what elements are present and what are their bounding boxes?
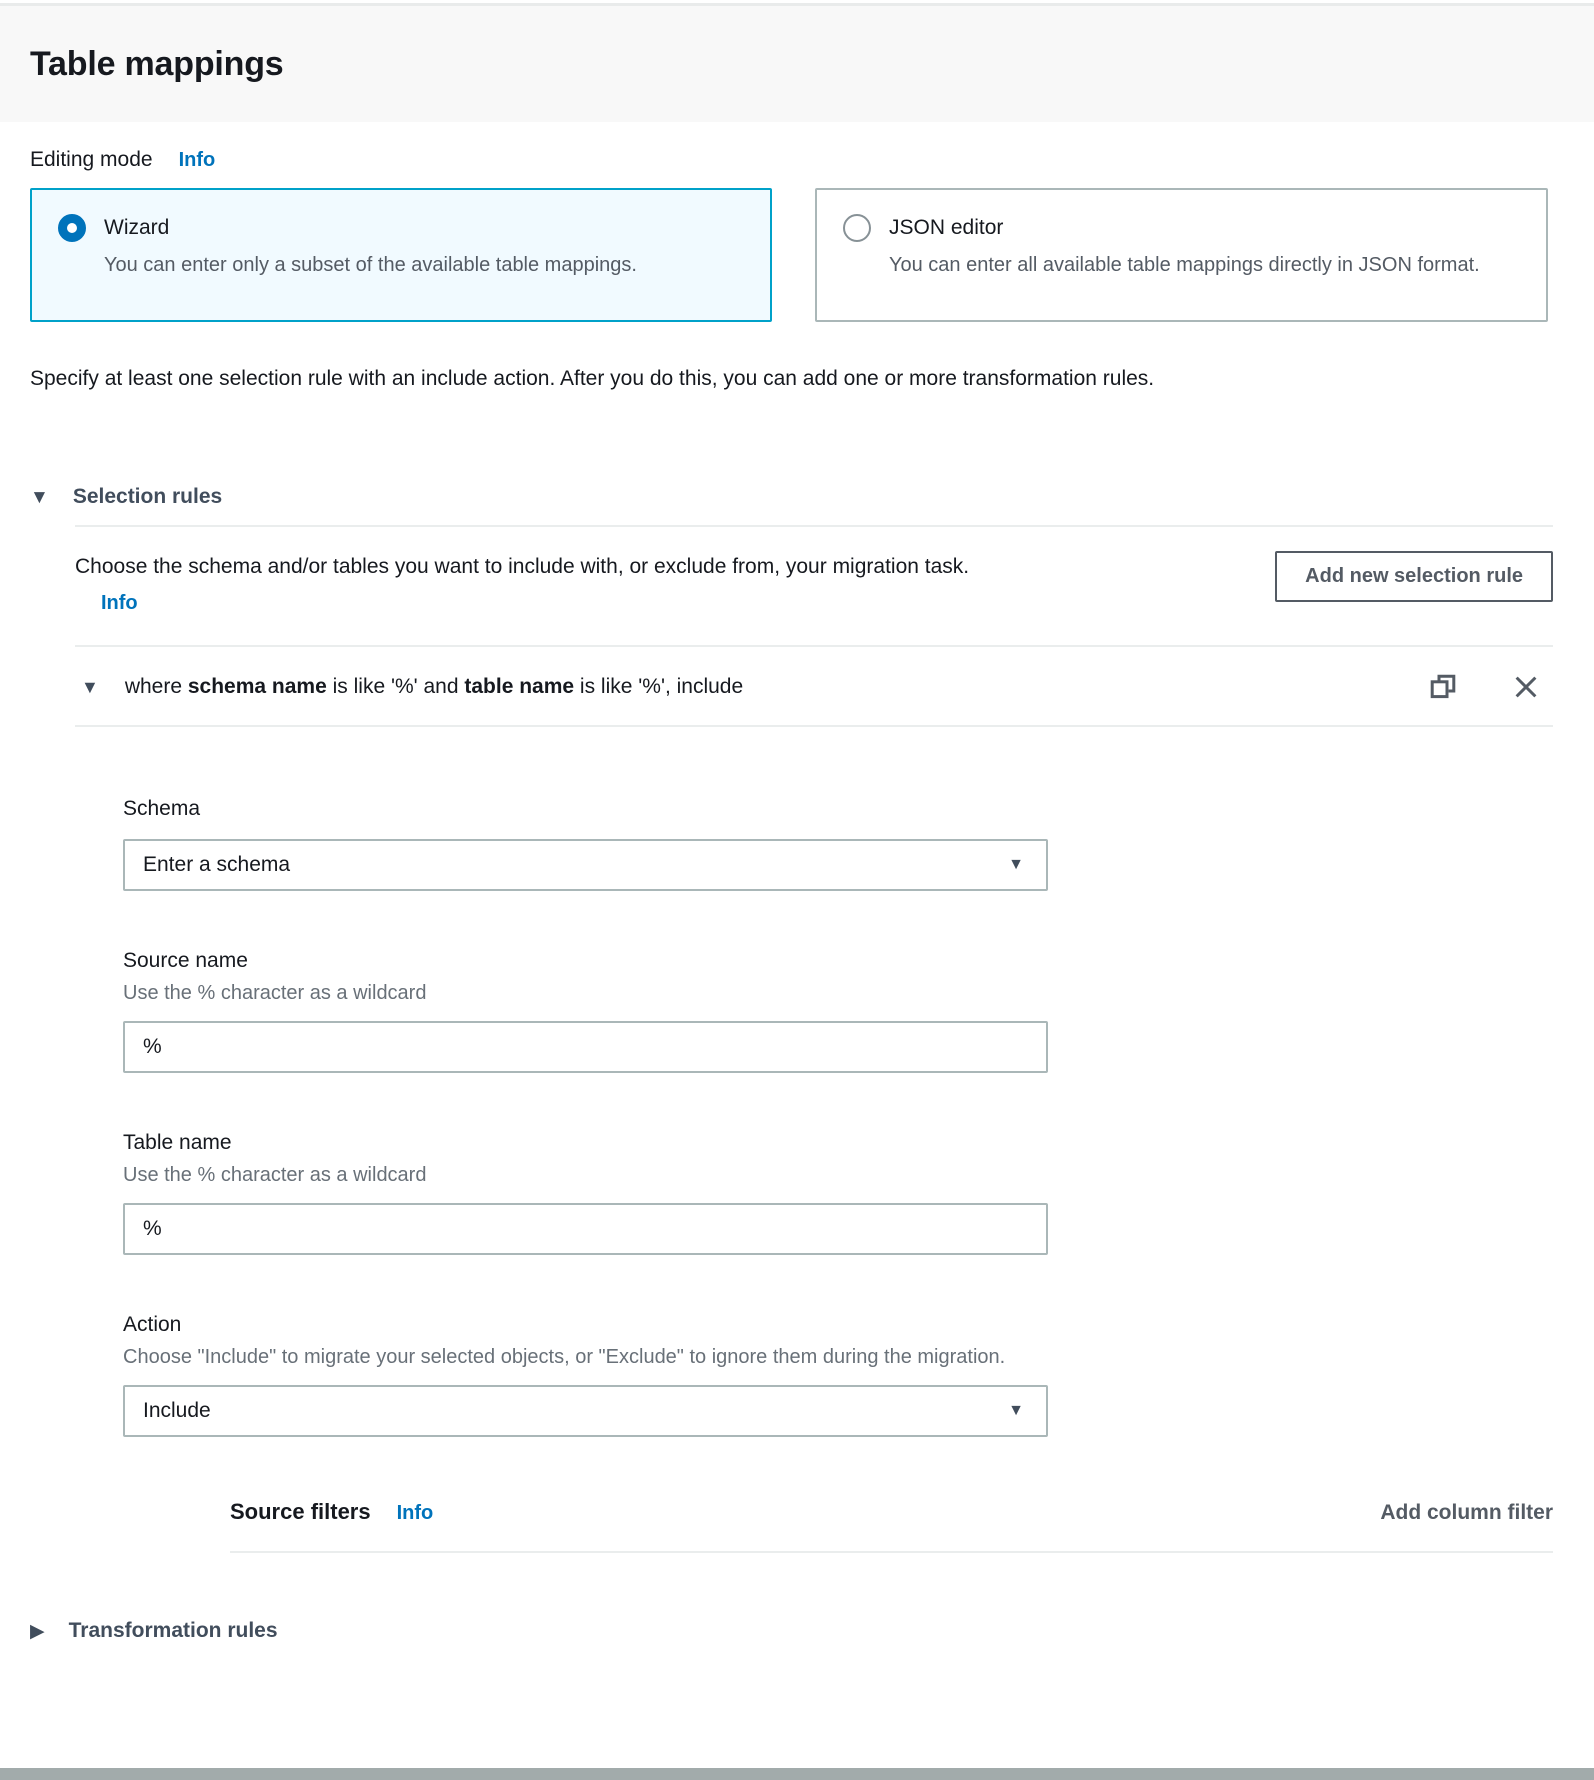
- json-editor-tile[interactable]: [815, 188, 1548, 322]
- json-editor-tile-top: [843, 214, 1520, 242]
- rule-actions: [1427, 671, 1553, 703]
- rule-header-row: [75, 647, 1553, 725]
- action-hint: Choose "Include" to migrate your selected objects, or "Exclude" to ignore them during the migration.: [123, 1346, 1006, 1368]
- caret-down-icon[interactable]: ▼: [81, 677, 99, 697]
- source-name-input[interactable]: [123, 1021, 1048, 1073]
- selection-rules-header[interactable]: [30, 485, 1553, 509]
- dropdown-caret-icon: ▼: [1008, 1402, 1024, 1419]
- wizard-tile-description: You can enter only a subset of the available table mappings.: [104, 254, 637, 276]
- selection-rules-description: [75, 549, 1000, 621]
- source-name-hint: Use the % character as a wildcard: [123, 982, 427, 1004]
- table-name-label: Table name: [123, 1131, 232, 1154]
- copy-rule-button[interactable]: [1427, 671, 1459, 703]
- transformation-rules-header[interactable]: [30, 1619, 1553, 1643]
- add-selection-rule-button[interactable]: Add new selection rule: [1275, 551, 1553, 602]
- source-name-label: Source name: [123, 949, 248, 972]
- selection-rules-info-link[interactable]: Info: [101, 592, 138, 614]
- schema-select-value: Enter a schema: [143, 853, 291, 876]
- divider: [75, 525, 1553, 527]
- source-filters-title: Source filters: [230, 1499, 371, 1524]
- schema-label: Schema: [123, 797, 201, 820]
- panel-body: [0, 148, 1594, 1643]
- add-column-filter-button[interactable]: Add column filter: [1380, 1501, 1553, 1524]
- schema-field-group: [123, 797, 1553, 891]
- editing-mode-info-link[interactable]: Info: [178, 149, 216, 171]
- table-name-hint: Use the % character as a wildcard: [123, 1164, 427, 1186]
- schema-select[interactable]: [123, 839, 1048, 891]
- table-name-input[interactable]: [123, 1203, 1048, 1255]
- rule-summary-part: where: [124, 675, 188, 698]
- selection-rules-content: [75, 525, 1553, 1553]
- radio-checked-icon[interactable]: [58, 214, 86, 242]
- json-editor-tile-description: You can enter all available table mappings directly in JSON format.: [889, 254, 1480, 276]
- rule-summary-part: schema name: [187, 675, 327, 698]
- panel-header: [0, 6, 1594, 122]
- json-editor-tile-label: JSON editor: [889, 216, 1004, 239]
- wizard-tile-top: [58, 214, 744, 242]
- editing-mode-tiles: [30, 188, 1553, 322]
- intro-text: Specify at least one selection rule with an include action. After you do this, you can add one or more transformation rules.: [30, 367, 1155, 390]
- wizard-tile-label: Wizard: [104, 216, 170, 239]
- rule-summary-part: is like '%' and: [326, 675, 465, 698]
- selection-rules-title: Selection rules: [72, 485, 223, 508]
- editing-mode-label: Editing mode: [30, 148, 153, 171]
- editing-mode-header: [30, 148, 1553, 172]
- radio-unchecked-icon[interactable]: [843, 214, 871, 242]
- wizard-tile[interactable]: [30, 188, 772, 322]
- source-name-field-group: [123, 949, 1553, 1073]
- page-title: Table mappings: [30, 44, 284, 83]
- selection-rules-description-text: Choose the schema and/or tables you want to include with, or exclude from, your migration task.: [75, 555, 970, 578]
- rule-summary-part: table name: [464, 675, 575, 698]
- bottom-section-edge: [0, 1768, 1594, 1780]
- dropdown-caret-icon: ▼: [1008, 856, 1024, 873]
- rule-summary: [125, 675, 743, 699]
- source-filters-info-link[interactable]: Info: [396, 1502, 434, 1524]
- close-icon: [1511, 672, 1541, 702]
- copy-icon: [1427, 671, 1459, 703]
- rule-summary-part: is like '%', include: [574, 675, 744, 698]
- table-name-field-group: [123, 1131, 1553, 1255]
- transformation-rules-title: Transformation rules: [68, 1619, 278, 1642]
- caret-right-icon: ▶: [30, 1620, 45, 1642]
- selection-rules-toolbar: [75, 549, 1553, 621]
- source-filters-row: [230, 1499, 1553, 1525]
- action-field-group: [123, 1313, 1553, 1437]
- remove-rule-button[interactable]: [1511, 672, 1541, 702]
- action-select-value: Include: [143, 1399, 211, 1422]
- source-filters-section: [230, 1499, 1553, 1553]
- action-select[interactable]: [123, 1385, 1048, 1437]
- divider: [75, 725, 1553, 727]
- action-label: Action: [123, 1313, 182, 1336]
- rule-form: [123, 797, 1553, 1553]
- divider: [230, 1551, 1553, 1553]
- caret-down-icon: ▼: [30, 486, 49, 508]
